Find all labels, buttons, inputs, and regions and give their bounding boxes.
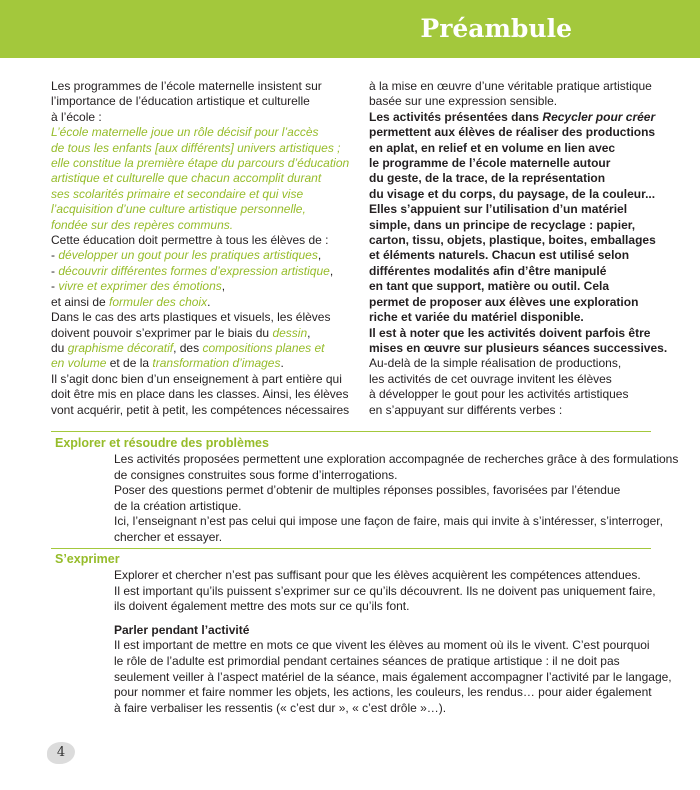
text-line: en s’appuyant sur différents verbes : [369,402,563,417]
quote-line: L’école maternelle joue un rôle décisif pour l’accès [51,125,319,140]
text-line: pour nommer et faire nommer les objets, les actions, les couleurs, les rendus… pour aider également [114,685,652,700]
section-body-explorer [114,452,679,546]
text-line: Il est important qu’ils puissent s’exprimer sur ce qu’ils découvrent. Ils ne doivent pas uniquement faire, [114,583,656,598]
text-line: Il est important de mettre en mots ce que vivent les élèves au moment où ils le vivent. C’est pourquoi [114,638,650,653]
text-line: en volume et de la transformation d’images. [51,356,284,371]
text-line: Explorer et chercher n’est pas suffisant pour que les élèves acquièrent les compétences attendues. [114,568,641,582]
text-line: Cette éducation doit permettre à tous les élèves de : [51,233,329,248]
bold-line: le programme de l’école maternelle autour [369,156,611,171]
text-line: Ici, l’enseignant n’est pas celui qui impose une façon de faire, mais qui invite à s’intéresser, s’interroger, [114,514,663,529]
bold-line: et éléments naturels. Chacun est utilisé selon [369,248,630,263]
intro-left-column [51,79,350,418]
intro-right-column [369,79,668,418]
bold-line: en aplat, en relief et en volume en lien avec [369,140,616,155]
text-line: Poser des questions permet d’obtenir de multiples réponses possibles, favorisées par l’étendue [114,483,621,498]
text-line: à l’école : [51,109,102,124]
bold-line: du visage et du corps, du paysage, de la couleur... [369,186,656,201]
text-line: de consignes construites sous forme d’interrogations. [114,467,398,482]
text-line: l’importance de l’éducation artistique et culturelle [51,94,310,109]
quote-line: elle constitue la première étape du parcours d’éducation [51,156,350,171]
section-title-sexprimer: S’exprimer [55,552,120,566]
text-line: à la mise en œuvre d’une véritable pratique artistique [369,79,652,93]
text-line: seulement veiller à l’aspect matériel de la séance, mais également accompagner l’activité par le langage, [114,669,672,684]
bold-line: riche et variée du matériel disponible. [369,310,584,325]
text-line: Il s’agit donc bien d’un enseignement à part entière qui [51,371,342,386]
bold-line: Il est à noter que les activités doivent parfois être [369,325,651,340]
text-line: Les activités proposées permettent une exploration accompagnée de recherches grâce à des formulations [114,452,679,466]
quote-line: artistique et culturelle que chacun accomplit durant [51,171,322,186]
spacer [114,615,634,623]
page-title: Préambule [420,14,572,43]
quote-line: l’acquisition d’une culture artistique personnelle, [51,202,306,217]
bold-line: différentes modalités afin d’être manipulé [369,263,607,278]
text-line: les activités de cet ouvrage invitent les élèves [369,371,612,386]
text-line: basée sur une expression sensible. [369,94,558,109]
text-line: doit être mis en place dans les classes. Ainsi, les élèves [51,387,349,402]
text-line: à faire verbaliser les ressentis (« c’est dur », « c’est drôle »…). [114,700,447,715]
text-line: Dans le cas des arts plastiques et visuels, les élèves [51,310,331,325]
text-line: doivent pouvoir s’exprimer par le biais du dessin, [51,325,311,340]
bold-line: du geste, de la trace, de la représentation [369,171,606,186]
text-line: du graphisme décoratif, des compositions planes et [51,340,325,355]
section-title-explorer: Explorer et résoudre des problèmes [55,436,269,450]
quote-line: ses scolarités primaire et secondaire et qui vise [51,186,304,201]
text-line: de la création artistique. [114,498,242,513]
bold-line: Les activités présentées dans Recycler pour créer [369,109,656,124]
bold-line: en tant que support, matière ou outil. Cela [369,279,610,294]
bullet-item: et ainsi de formuler des choix. [51,294,211,309]
text-line: vont acquérir, petit à petit, les compétences nécessaires [51,402,350,417]
bullet-item: - vivre et exprimer des émotions, [51,279,226,294]
bullet-item: - découvrir différentes formes d’expression artistique, [51,263,334,278]
bold-line: permet de proposer aux élèves une exploration [369,294,639,309]
text-line: chercher et essayer. [114,529,223,544]
quote-line: de tous les enfants [aux différents] univers artistiques ; [51,140,341,155]
bold-line: carton, tissu, objets, plastique, boites, emballages [369,233,656,248]
subheading: Parler pendant l’activité [114,622,250,637]
bold-line: mises en œuvre sur plusieurs séances successives. [369,340,668,355]
book-title: Recycler pour créer [542,109,656,124]
text-line: Au-delà de la simple réalisation de productions, [369,356,622,371]
bold-line: Elles s’appuient sur l’utilisation d’un matériel [369,202,628,217]
page-number: 4 [47,742,75,764]
text-line: à développer le gout pour les activités artistiques [369,387,629,402]
bold-line: simple, dans un principe de recyclage : papier, [369,217,636,232]
section-body-sexprimer [114,568,672,716]
page-header [0,0,700,58]
quote-line: fondée sur des repères communs. [51,217,234,232]
bullet-item: - développer un gout pour les pratiques artistiques, [51,248,322,263]
text-line: ils doivent également mettre des mots sur ce qu’ils font. [114,599,410,614]
text-line: le rôle de l’adulte est primordial pendant certaines séances de pratique artistique : il ne doit pas [114,653,620,668]
section-divider [51,431,651,432]
section-divider [51,548,651,549]
text-line: Les programmes de l’école maternelle insistent sur [51,79,322,93]
bold-line: permettent aux élèves de réaliser des productions [369,125,656,140]
